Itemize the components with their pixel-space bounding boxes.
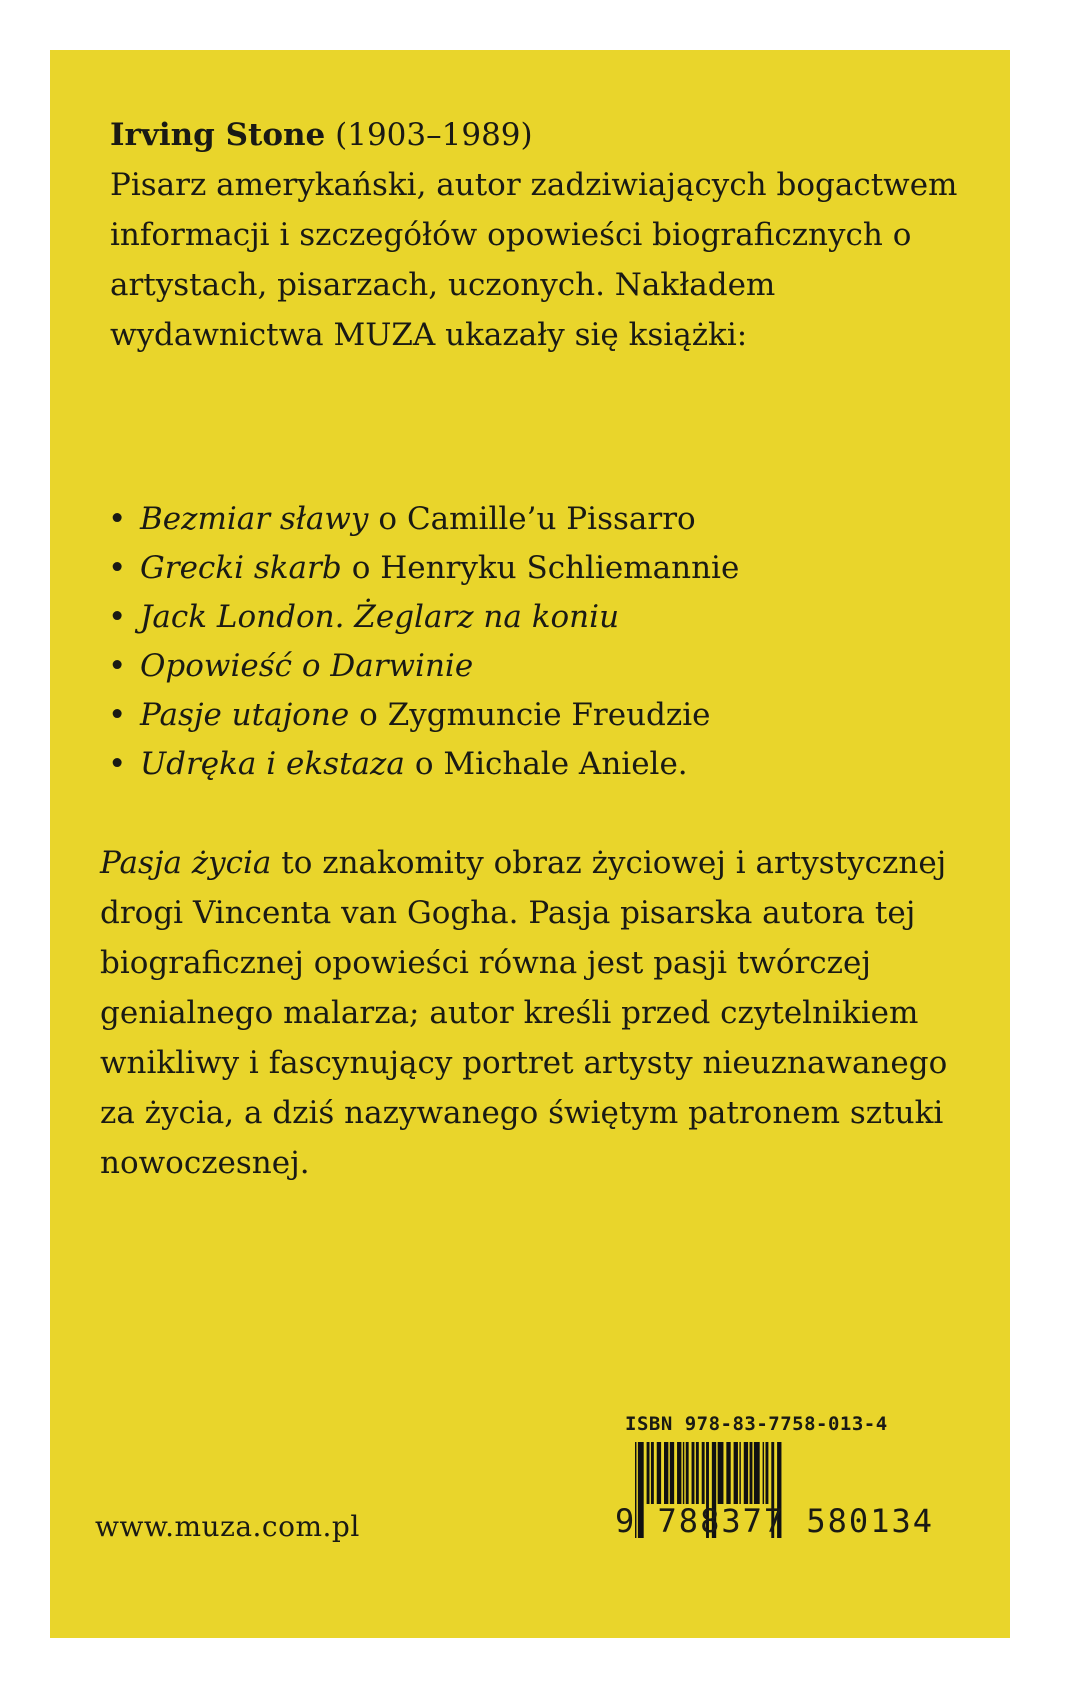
bullet: • [108,746,127,782]
barcode-bar [726,1442,730,1504]
barcode-bar [766,1442,769,1504]
barcode-bar [744,1442,748,1504]
barcode-bar [651,1442,654,1504]
barcode-bar [763,1442,764,1504]
barcode-bar [670,1442,674,1504]
author-name: Irving Stone [110,117,326,153]
barcode-bar [664,1442,668,1504]
barcode-bar [734,1442,738,1504]
list-item [108,495,968,544]
description-title: Pasja życia [100,845,272,881]
book-list [108,495,968,789]
bullet: • [108,648,127,684]
list-item [108,740,968,789]
list-item [108,593,968,642]
bullet: • [108,550,127,586]
barcode-bar [702,1442,705,1504]
list-item [108,691,968,740]
barcode-bar [696,1442,699,1504]
bullet: • [108,697,127,733]
barcode-bar [692,1442,695,1504]
barcode-bar [718,1442,724,1504]
bullet: • [108,599,127,635]
book-subject: o Henryku Schliemannie [351,550,740,586]
bio-text: Pisarz amerykański, autor zadziwiających bogactwem informacji i szczegółów opowieści biograficznych o artystach, pisarzach, uczonych. Nakładem wydawnictwa MUZA ukazały się książki: [110,167,958,353]
book-title: Grecki skarb [140,550,342,586]
list-item [108,642,968,691]
bullet: • [108,501,127,537]
back-cover [50,50,1010,1638]
barcode-bar [677,1442,681,1504]
book-title: Pasje utajone [140,697,350,733]
barcode-bar [647,1442,650,1504]
book-subject: o Michale Aniele. [414,746,688,782]
author-bio [110,110,970,360]
description-text: to znakomity obraz życiowej i artystycznej drogi Vincenta van Gogha. Pasja pisarska autora tej biograficznej opowieści równa jest pasji twórczej genialnego malarza; autor kreśli przed czytelnikiem wnikliwy i fascynujący portret artysty nieuznawanego za życia, a dziś nazywanego świętym patronem sztuki nowoczesnej. [100,845,948,1181]
book-title: Udręka i ekstaza [140,746,405,782]
list-item [108,544,968,593]
book-subject: o Camille’u Pissarro [378,501,696,537]
barcode-bar [686,1442,689,1504]
barcode-bar [683,1442,684,1504]
barcode-bar [657,1442,661,1504]
book-title: Bezmiar sławy [140,501,369,537]
book-title: Jack London. Żeglarz na koniu [140,599,620,635]
book-subject: o Zygmuncie Freudzie [359,697,711,733]
author-years: (1903–1989) [335,117,533,153]
isbn-label: ISBN 978-83-7758-013-4 [625,1413,888,1435]
barcode-bar [750,1442,753,1504]
book-description [100,838,960,1188]
barcode-bar [754,1442,760,1504]
ean-number: 9 788377 580134 [615,1502,934,1540]
barcode-bar [739,1442,740,1504]
publisher-website: www.muza.com.pl [95,1510,360,1543]
book-title: Opowieść o Darwinie [140,648,474,684]
